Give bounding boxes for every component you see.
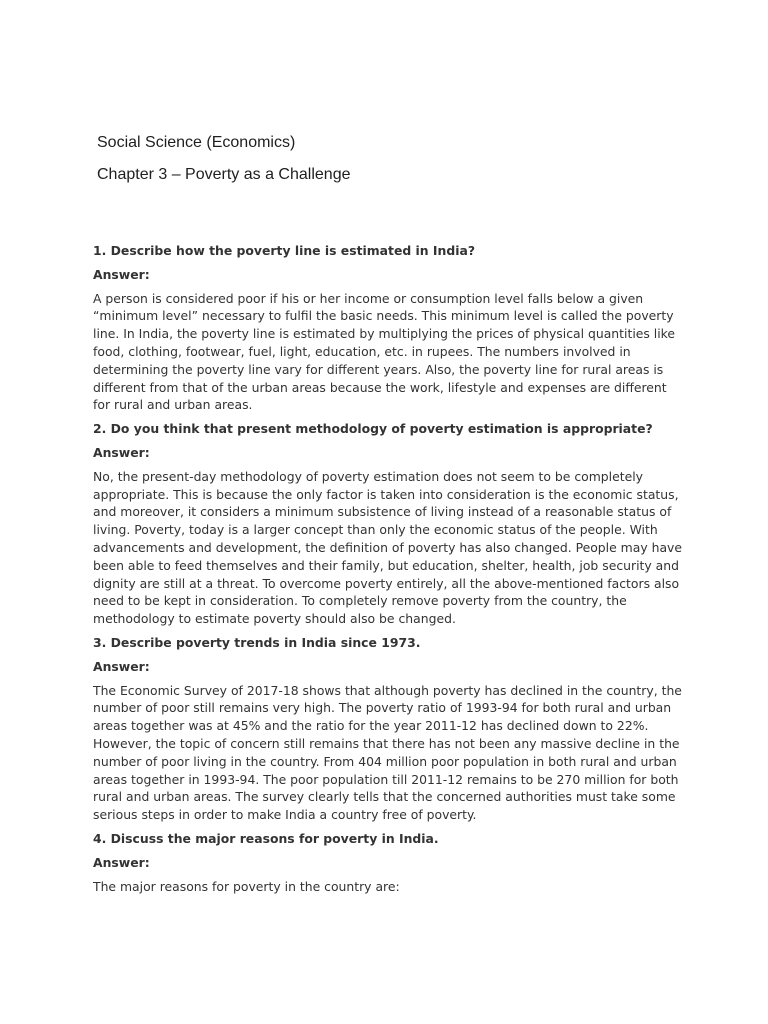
answer-text-4: The major reasons for poverty in the country are: [93, 878, 400, 894]
qa-item-2 [93, 420, 683, 628]
qa-item-3 [93, 634, 683, 824]
answer-text-1: A person is considered poor if his or her income or consumption level falls below a given “minimum level” necessary to fulfil the basic needs. This minimum level is called the poverty line. In India, the poverty line is estimated by multiplying the prices of physical quantities like food, clothing, footwear, fuel, light, education, etc. in rupees. The numbers involved in determining the poverty line vary for different years. Also, the poverty line for rural areas is different from that of the urban areas because the work, lifestyle and expenses are different for rural and urban areas. [93, 290, 676, 413]
answer-label-3: Answer: [93, 658, 150, 674]
subject-heading: Social Science (Economics) [97, 134, 296, 151]
chapter-heading: Chapter 3 – Poverty as a Challenge [97, 166, 351, 183]
qa-content [93, 242, 683, 901]
answer-label-1: Answer: [93, 266, 150, 282]
question-3: 3. Describe poverty trends in India since 1973. [93, 634, 421, 650]
answer-text-3: The Economic Survey of 2017-18 shows that although poverty has declined in the country, the number of poor still remains very high. The poverty ratio of 1993-94 for both rural and urban areas together was at 45% and the ratio for the year 2011-12 has declined down to 22%. However, the topic of concern still remains that there has not been any massive decline in the number of poor living in the country. From 404 million poor population in both rural and urban areas together in 1993-94. The poor population till 2011-12 remains to be 270 million for both rural and urban areas. The survey clearly tells that the concerned authorities must take some serious steps in order to make India a country free of poverty. [93, 682, 682, 823]
question-1: 1. Describe how the poverty line is estimated in India? [93, 243, 476, 258]
answer-label-4: Answer: [93, 854, 150, 870]
qa-item-1 [93, 242, 683, 414]
question-2: 2. Do you think that present methodology of poverty estimation is appropriate? [93, 421, 653, 437]
answer-text-2: No, the present-day methodology of poverty estimation does not seem to be completely appropriate. This is because the only factor is taken into consideration is the economic status, and moreover, it considers a minimum subsistence of living instead of a reasonable status of living. Poverty, today is a larger concept than only the economic status of the people. With advancements and development, the definition of poverty has also changed. People may have been able to feed themselves and their family, but education, shelter, health, job security and dignity are still at a threat. To overcome poverty entirely, all the above-mentioned factors also need to be kept in consideration. To completely remove poverty from the country, the methodology to estimate poverty should also be changed. [93, 468, 683, 627]
answer-label-2: Answer: [93, 444, 150, 460]
question-4: 4. Discuss the major reasons for poverty in India. [93, 830, 439, 846]
qa-item-4 [93, 830, 683, 895]
